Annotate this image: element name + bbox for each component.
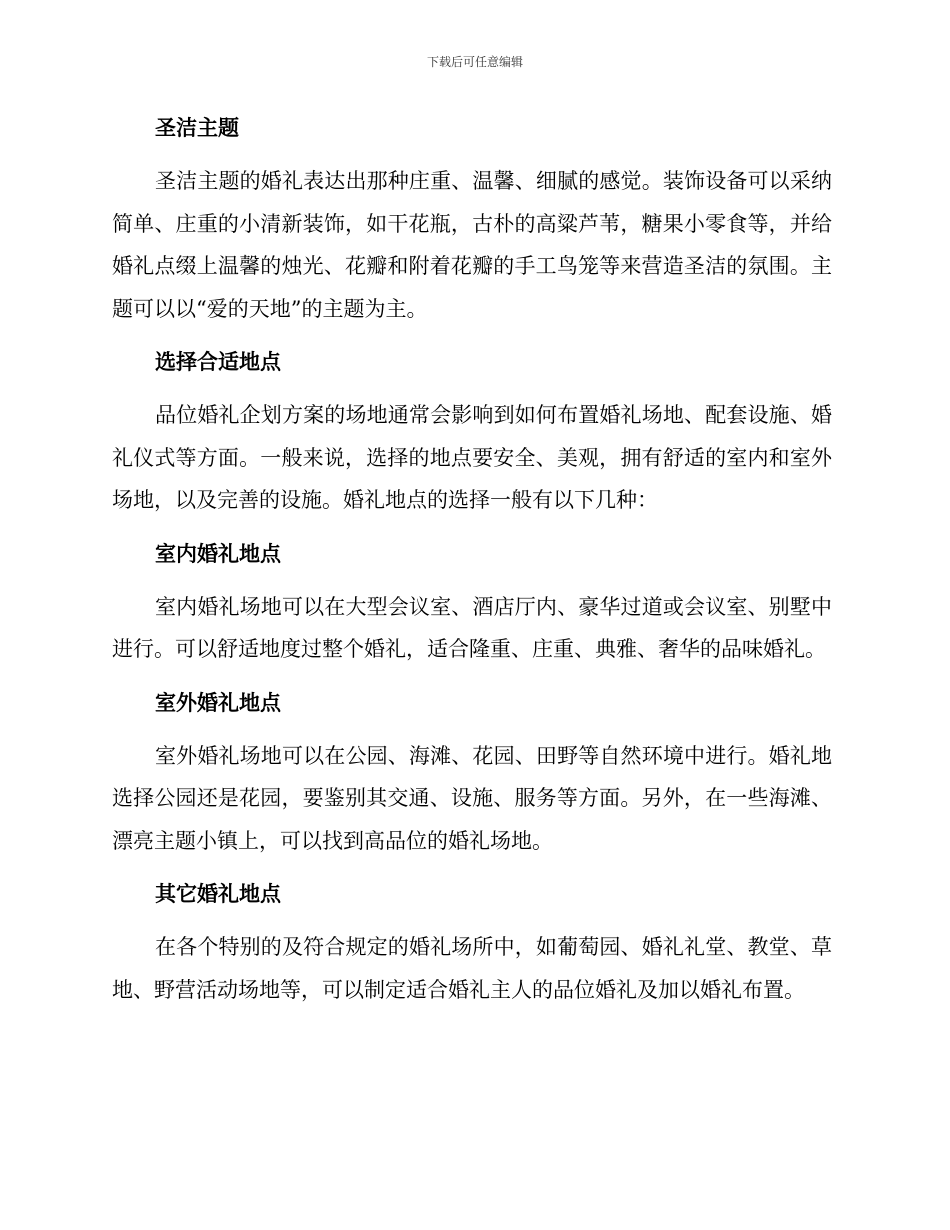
- section-heading: 室内婚礼地点: [155, 541, 281, 566]
- section-paragraph: 品位婚礼企划方案的场地通常会影响到如何布置婚礼场地、配套设施、婚礼仪式等方面。一般来说，选择的地点要安全、美观，拥有舒适的室内和室外场地，以及完善的设施。婚礼地点的选择一般有以下几种：: [112, 403, 832, 512]
- section-paragraph: 室外婚礼场地可以在公园、海滩、花园、田野等自然环境中进行。婚礼地选择公园还是花园，要鉴别其交通、设施、服务等方面。另外，在一些海滩、漂亮主题小镇上，可以找到高品位的婚礼场地。: [112, 743, 832, 853]
- page-header: 下载后可任意编辑: [426, 55, 523, 69]
- section-paragraph: 室内婚礼场地可以在大型会议室、酒店厅内、豪华过道或会议室、别墅中进行。可以舒适地度过整个婚礼，适合隆重、庄重、典雅、奢华的品味婚礼。: [112, 594, 832, 661]
- section-heading: 选择合适地点: [155, 350, 281, 374]
- section-paragraph: 在各个特别的及符合规定的婚礼场所中，如葡萄园、婚礼礼堂、教堂、草地、野营活动场地等，可以制定适合婚礼主人的品位婚礼及加以婚礼布置。: [112, 935, 832, 1002]
- document-body: [112, 108, 832, 1011]
- section-paragraph: 圣洁主题的婚礼表达出那种庄重、温馨、细腻的感觉。装饰设备可以采纳简单、庄重的小清新装饰，如干花瓶，古朴的高粱芦苇，糖果小零食等，并给婚礼点缀上温馨的烛光、花瓣和附着花瓣的手工鸟笼等来营造圣洁的氛围。主题可以以“爱的天地”的主题为主。: [112, 169, 832, 321]
- section-heading: 圣洁主题: [155, 116, 239, 140]
- section-heading: 室外婚礼地点: [155, 690, 281, 715]
- section-heading: 其它婚礼地点: [155, 882, 281, 906]
